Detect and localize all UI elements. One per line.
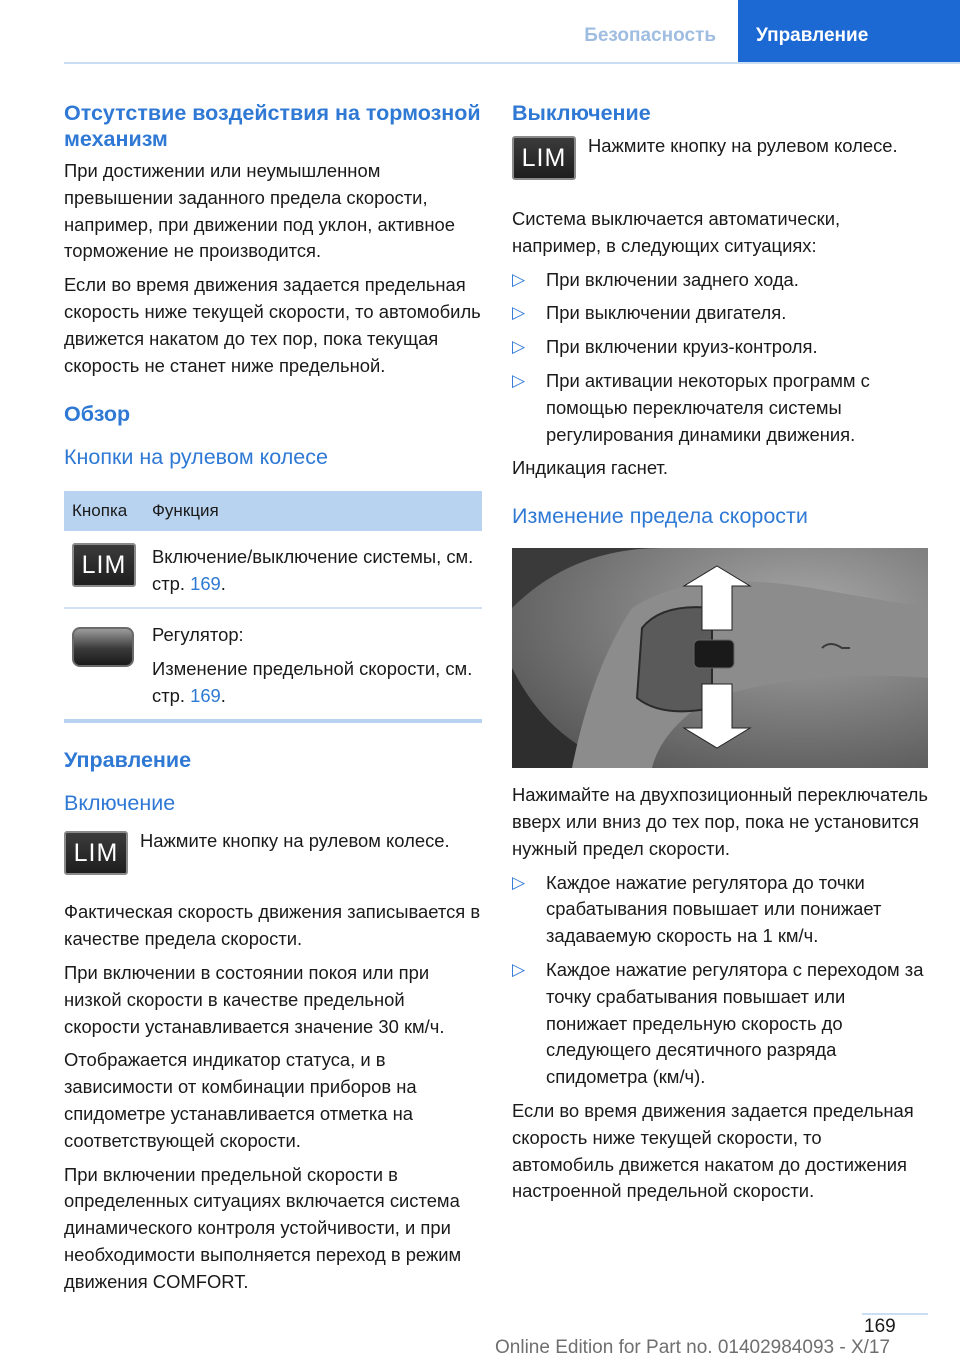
heading-change-limit: Изменение предела скорости bbox=[512, 504, 808, 529]
heading-no-brake: Отсутствие воздействия на тормозной механизм bbox=[64, 101, 481, 151]
table-cell: Регулятор: Изменение предельной скорости, см. стр. 169. bbox=[142, 608, 482, 721]
footer-divider bbox=[862, 1313, 928, 1315]
paragraph: При включении предельной скорости в определенных ситуациях включается система динамического контроля устойчивости, и при необходимости выполняется переход в режим движения COMFORT. bbox=[64, 1163, 462, 1292]
list-item bbox=[512, 368, 928, 448]
auto-off-list bbox=[512, 267, 928, 449]
lim-button-icon: LIM bbox=[512, 136, 576, 180]
paragraph: Если во время движения задается предельная скорость ниже текущей скорости, то автомобиль движется накатом до тех пор, пока текущая скорость не станет ниже предельной. bbox=[64, 274, 481, 376]
right-column bbox=[512, 100, 928, 1212]
triangle-bullet-icon: ▷ bbox=[512, 337, 526, 357]
list-item-text: При включении круиз-контроля. bbox=[546, 336, 818, 358]
paragraph: Если во время движения задается предельная скорость ниже текущей скорости, то автомобиль движется накатом до достижения настроенной предельной скорости. bbox=[512, 1099, 914, 1202]
list-item bbox=[512, 334, 928, 361]
on-instruction: Нажмите кнопку на рулевом колесе. bbox=[140, 830, 450, 852]
list-item bbox=[512, 957, 928, 1091]
heading-off: Выключение bbox=[512, 101, 651, 125]
page-link[interactable]: 169 bbox=[190, 573, 221, 595]
page-link[interactable]: 169 bbox=[190, 685, 221, 707]
page-number: 169 bbox=[864, 1316, 896, 1337]
adjust-list bbox=[512, 870, 928, 1091]
triangle-bullet-icon: ▷ bbox=[512, 872, 526, 892]
cell-text: Включение/выключение системы, см. стр. bbox=[152, 546, 474, 595]
paragraph: Система выключается автоматически, например, в следующих ситуациях: bbox=[512, 208, 841, 256]
steering-wheel-illustration bbox=[512, 548, 928, 768]
triangle-bullet-icon: ▷ bbox=[512, 303, 526, 323]
table-header-button: Кнопка bbox=[64, 491, 142, 531]
cell-text: Регулятор: bbox=[152, 624, 244, 646]
header-tabs bbox=[562, 0, 960, 62]
buttons-table bbox=[64, 491, 482, 723]
cell-text: Изменение предельной скорости, см. стр. bbox=[152, 658, 473, 707]
left-column bbox=[64, 100, 482, 1303]
table-row bbox=[64, 531, 482, 608]
table-header-function: Функция bbox=[142, 491, 482, 531]
off-instruction: Нажмите кнопку на рулевом колесе. bbox=[588, 135, 898, 156]
triangle-bullet-icon: ▷ bbox=[512, 959, 526, 979]
triangle-bullet-icon: ▷ bbox=[512, 370, 526, 390]
list-item bbox=[512, 870, 928, 950]
header-divider bbox=[64, 62, 960, 64]
heading-on: Включение bbox=[64, 791, 176, 816]
list-item-text: При выключении двигателя. bbox=[546, 302, 787, 324]
steering-wheel-photo bbox=[512, 548, 928, 768]
paragraph: При включении в состоянии покоя или при низкой скорости в качестве предельной скорости устанавливается значение 30 км/ч. bbox=[64, 961, 445, 1037]
paragraph: Отображается индикатор статуса, и в зависимости от комбинации приборов на спидометре устанавливается отметка на соответствующей скорости. bbox=[64, 1049, 417, 1151]
list-item-text: При включении заднего хода. bbox=[546, 268, 799, 290]
lim-button-icon: LIM bbox=[64, 831, 128, 875]
list-item-text: Каждое нажатие регулятора до точки срабатывания повышает или понижает задаваемую скорость на 1 км/ч. bbox=[546, 871, 882, 947]
tab-control[interactable]: Управление bbox=[738, 0, 960, 62]
tab-safety[interactable]: Безопасность bbox=[562, 0, 738, 62]
lim-off-row bbox=[512, 132, 928, 192]
footer-edition bbox=[495, 1337, 890, 1359]
list-item bbox=[512, 267, 928, 294]
heading-overview: Обзор bbox=[64, 402, 131, 427]
table-cell: Включение/выключение системы, см. стр. 169. bbox=[142, 531, 482, 608]
paragraph: Индикация гаснет. bbox=[512, 457, 668, 479]
list-item bbox=[512, 300, 928, 327]
paragraph: Нажимайте на двухпозиционный переключатель вверх или вниз до тех пор, пока не установится нужный предел скорости. bbox=[512, 784, 928, 859]
heading-buttons: Кнопки на рулевом колесе bbox=[64, 445, 328, 470]
list-item-text: Каждое нажатие регулятора с переходом за точку срабатывания повышает или понижает предельную скорость до следующего десятичного разряда спидометра (км/ч). bbox=[546, 958, 924, 1088]
edition-text: Online Edition for Part no. 01402984093 - X/17 bbox=[495, 1337, 891, 1358]
list-item-text: При активации некоторых программ с помощью переключателя системы регулирования динамики движения. bbox=[546, 369, 870, 445]
table-row bbox=[64, 608, 482, 721]
paragraph: Фактическая скорость движения записывается в качестве предела скорости. bbox=[64, 901, 481, 950]
triangle-bullet-icon: ▷ bbox=[512, 269, 526, 289]
paragraph: При достижении или неумышленном превышении заданного предела скорости, например, при движении под уклон, активное торможение не производится. bbox=[64, 160, 456, 262]
rocker-switch-icon bbox=[72, 627, 134, 667]
lim-on-row bbox=[64, 827, 482, 887]
lim-button-icon: LIM bbox=[72, 543, 136, 587]
heading-control: Управление bbox=[64, 748, 192, 773]
